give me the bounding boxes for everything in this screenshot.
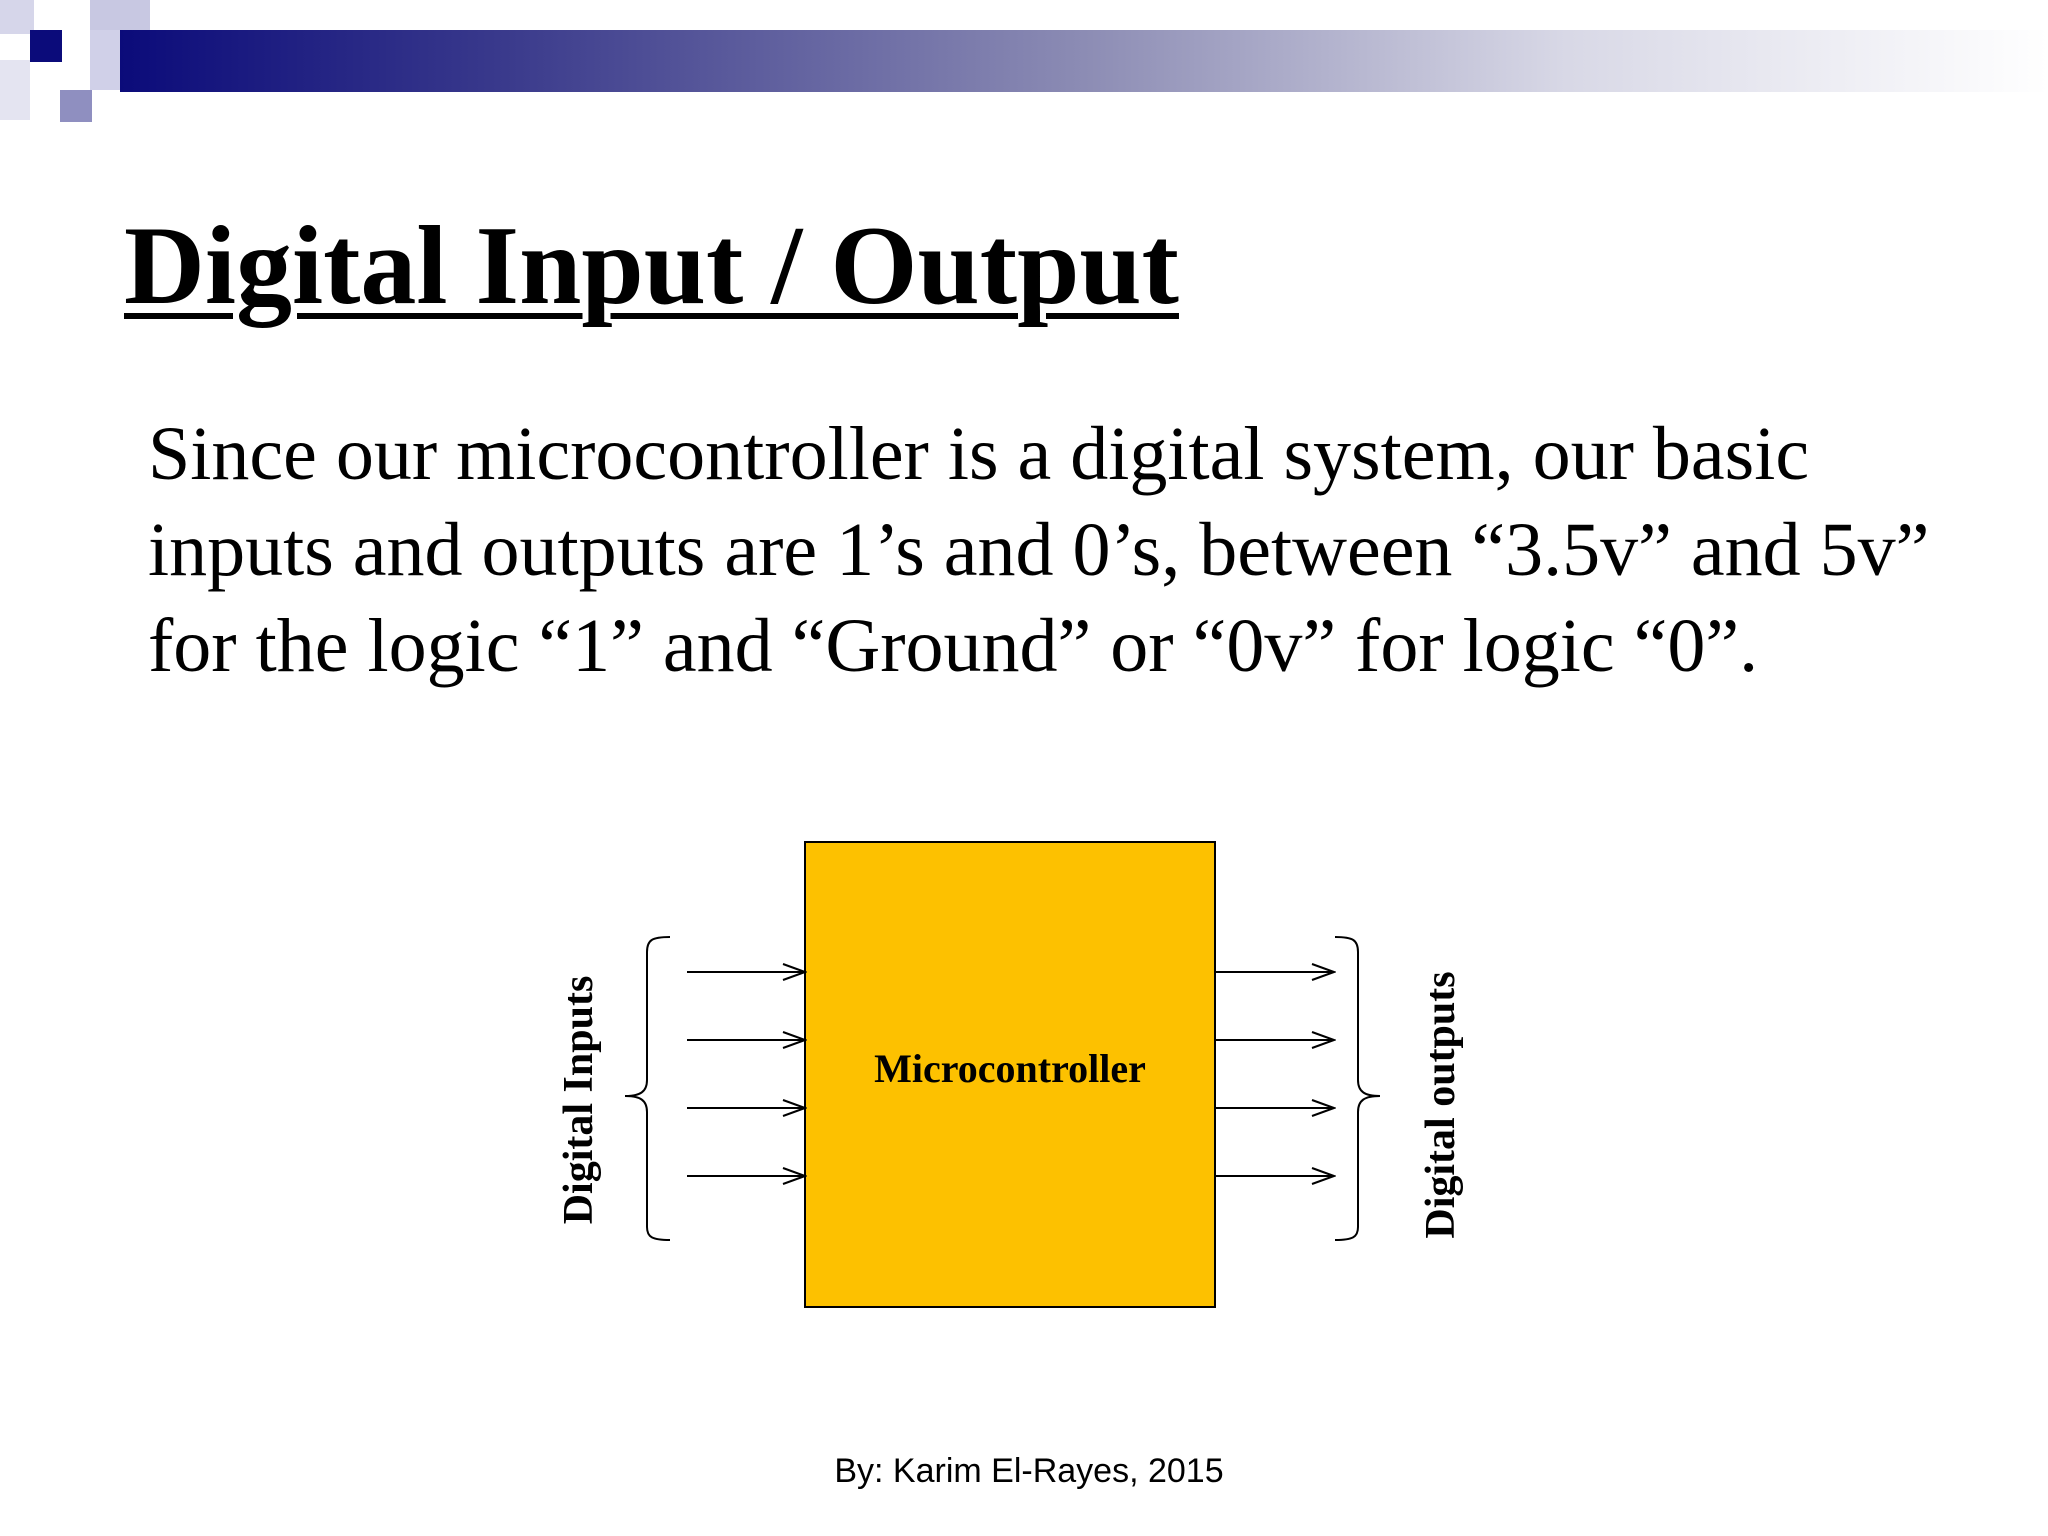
digital-inputs-label: Digital Inputs — [556, 975, 602, 1225]
slide-footer: By: Karim El-Rayes, 2015 — [834, 1452, 1224, 1490]
decorative-square — [90, 30, 120, 90]
slide-title: Digital Input / Output — [124, 204, 1179, 328]
microcontroller-label: Microcontroller — [874, 1046, 1146, 1091]
io-block-diagram — [540, 830, 1500, 1350]
decorative-square — [30, 30, 62, 62]
outputs-brace — [1335, 937, 1380, 1240]
decorative-square — [0, 60, 30, 120]
header-gradient-bar — [120, 30, 2048, 92]
decorative-square — [0, 0, 34, 34]
slide-body-text: Since our microcontroller is a digital system, our basic inputs and outputs are 1’s and 0’s, between “3.5v” and 5v” for the logic “1” and “Ground” or “0v” for logic “0”. — [148, 412, 1930, 688]
inputs-brace — [625, 937, 670, 1240]
decorative-square — [60, 90, 92, 122]
digital-outputs-label: Digital outputs — [1418, 971, 1464, 1239]
decorative-square — [90, 0, 150, 30]
